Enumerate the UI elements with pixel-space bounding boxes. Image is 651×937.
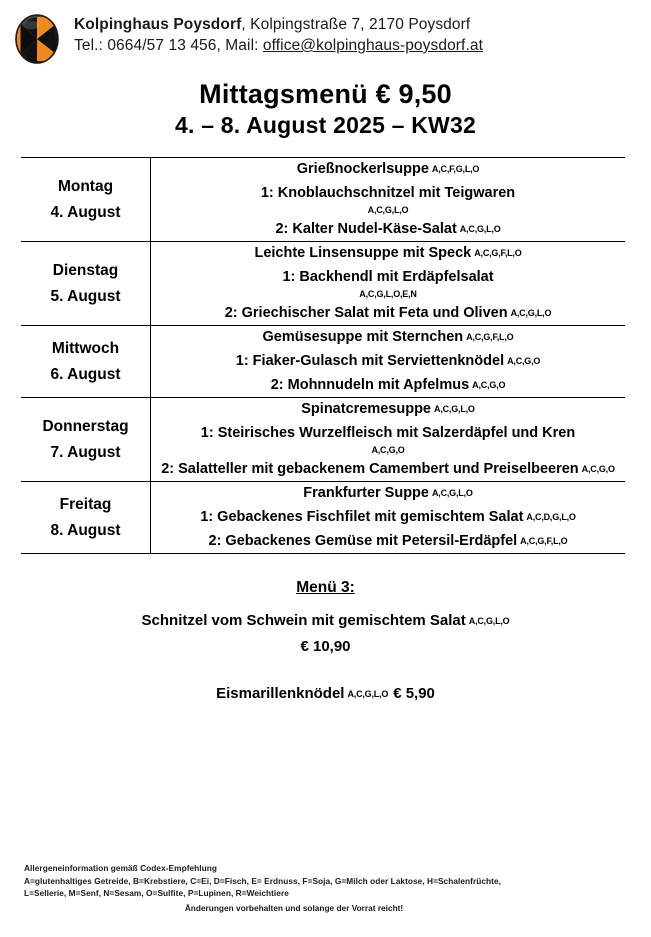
table-row — [21, 242, 625, 326]
dish-allergens: A,C,G,O — [472, 380, 506, 390]
menu3-heading: Menü 3: — [296, 579, 355, 596]
dish-label: 1: Knoblauchschnitzel mit Teigwaren — [260, 185, 516, 201]
org-address: , Kolpingstraße 7, 2170 Poysdorf — [241, 16, 471, 33]
menu3-price: € 10,90 — [300, 638, 351, 655]
dish-label: 2: Salatteller mit gebackenem Camembert und Preiselbeeren — [161, 461, 579, 477]
dish-label: 1: Backhendl mit Erdäpfelsalat — [282, 269, 494, 285]
day-cell — [21, 326, 151, 398]
day-cell — [21, 482, 151, 554]
dish-label: 1: Gebackenes Fischfilet mit gemischtem Salat — [200, 509, 524, 525]
dish-label: 1: Steirisches Wurzelfleisch mit Salzerdäpfel und Kren — [200, 425, 576, 441]
dish-allergens: A,C,G,L,O — [367, 205, 409, 215]
dish-item — [151, 303, 625, 324]
menu3-dessert-label: Eismarillenknödel — [216, 685, 345, 702]
dish-item — [151, 327, 625, 348]
dish-item — [151, 243, 625, 264]
dish-label: Frankfurter Suppe — [303, 485, 429, 501]
footer-note: Änderungen vorbehalten und solange der Vorrat reicht! — [184, 902, 404, 913]
dish-label: 2: Kalter Nudel-Käse-Salat — [275, 221, 457, 237]
dish-item — [151, 507, 625, 528]
table-row — [21, 326, 625, 398]
menu3-dish — [0, 608, 651, 634]
dish-allergens: A,C,G,F,L,O — [520, 536, 568, 546]
contact-line — [74, 35, 483, 56]
dish-allergens: A,C,F,G,L,O — [431, 164, 480, 174]
dish-item — [151, 267, 625, 300]
day-name: Montag — [57, 177, 114, 195]
day-name: Freitag — [59, 495, 112, 513]
dish-allergens: A,C,G,L,O — [459, 224, 501, 234]
weekly-menu-table — [21, 157, 625, 554]
dish-cell — [151, 158, 626, 242]
allergen-footer — [24, 862, 624, 914]
dish-item — [151, 423, 625, 456]
dish-allergens: A,C,G,F,L,O — [474, 248, 522, 258]
dish-item — [151, 459, 625, 480]
day-name: Mittwoch — [51, 339, 120, 357]
dish-label: Leichte Linsensuppe mit Speck — [254, 245, 472, 261]
footer-line-3: L=Sellerie, M=Senf, N=Sesam, O=Sulfite, P=Lupinen, R=Weichtiere — [24, 888, 289, 898]
day-name: Dienstag — [52, 261, 119, 279]
dish-item — [151, 183, 625, 216]
dish-allergens: A,C,G,L,O — [434, 404, 475, 414]
letterhead — [0, 0, 651, 64]
day-cell — [21, 398, 151, 482]
menu-table-body — [21, 158, 625, 554]
dish-allergens: A,C,G,F,L,O — [466, 332, 514, 342]
day-date: 6. August — [50, 365, 121, 383]
dish-item — [151, 159, 625, 180]
page-subtitle: 4. – 8. August 2025 – KW32 — [175, 112, 476, 138]
dish-allergens: A,C,D,G,L,O — [526, 512, 576, 522]
menu3-dish-label: Schnitzel vom Schwein mit gemischtem Salat — [141, 612, 466, 629]
table-row — [21, 398, 625, 482]
dish-item — [151, 399, 625, 420]
day-date: 7. August — [50, 443, 121, 461]
day-date: 5. August — [50, 287, 121, 305]
dish-cell — [151, 482, 626, 554]
dish-label: Grießnockerlsuppe — [296, 161, 429, 177]
footer-line-2: A=glutenhaltiges Getreide, B=Krebstiere, C=Ei, D=Fisch, E= Erdnuss, F=Soja, G=Milch oder Laktose, H=Schalenfrüchte, — [24, 875, 501, 886]
email-link[interactable]: office@kolpinghaus-poysdorf.at — [262, 37, 483, 54]
address-line — [74, 14, 483, 35]
dish-item — [151, 483, 625, 504]
dish-cell — [151, 398, 626, 482]
dish-allergens: A,C,G,O — [507, 356, 541, 366]
menu3-dish-allergens: A,C,G,L,O — [468, 616, 510, 626]
contact-block — [74, 12, 483, 56]
dish-label: 1: Fiaker-Gulasch mit Serviettenknödel — [235, 353, 505, 369]
dish-item — [151, 351, 625, 372]
day-cell — [21, 242, 151, 326]
org-name: Kolpinghaus Poysdorf — [74, 16, 242, 33]
dish-cell — [151, 326, 626, 398]
dish-allergens: A,C,G,O — [581, 464, 615, 474]
menu3-dessert-price: € 5,90 — [393, 685, 435, 702]
kolping-logo-icon — [14, 14, 60, 64]
day-name: Donnerstag — [42, 417, 129, 435]
dish-label: 2: Gebackenes Gemüse mit Petersil-Erdäpfel — [208, 533, 518, 549]
footer-line-1: Allergeneinformation gemäß Codex-Empfehlung — [24, 863, 217, 873]
menu3-section — [0, 576, 651, 707]
dish-item — [151, 531, 625, 552]
page-title: Mittagsmenü € 9,50 — [199, 79, 452, 109]
table-row — [21, 482, 625, 554]
telephone-label: Tel.: 0664/57 13 456, Mail: — [74, 37, 263, 54]
title-block — [0, 78, 651, 140]
dish-allergens: A,C,G,L,O,E,N — [359, 289, 417, 299]
menu3-dessert — [0, 681, 651, 707]
dish-item — [151, 375, 625, 396]
dish-allergens: A,C,G,L,O — [431, 488, 473, 498]
day-cell — [21, 158, 151, 242]
day-date: 8. August — [50, 521, 121, 539]
day-date: 4. August — [50, 203, 121, 221]
dish-cell — [151, 242, 626, 326]
dish-allergens: A,C,G,O — [371, 445, 405, 455]
dish-label: Spinatcremesuppe — [301, 401, 432, 417]
dish-label: 2: Mohnnudeln mit Apfelmus — [270, 377, 470, 393]
dish-label: Gemüsesuppe mit Sternchen — [262, 329, 464, 345]
dish-item — [151, 219, 625, 240]
dish-allergens: A,C,G,L,O — [510, 308, 552, 318]
menu3-dessert-allergens: A,C,G,L,O — [347, 689, 389, 699]
dish-label: 2: Griechischer Salat mit Feta und Oliven — [224, 305, 508, 321]
table-row — [21, 158, 625, 242]
